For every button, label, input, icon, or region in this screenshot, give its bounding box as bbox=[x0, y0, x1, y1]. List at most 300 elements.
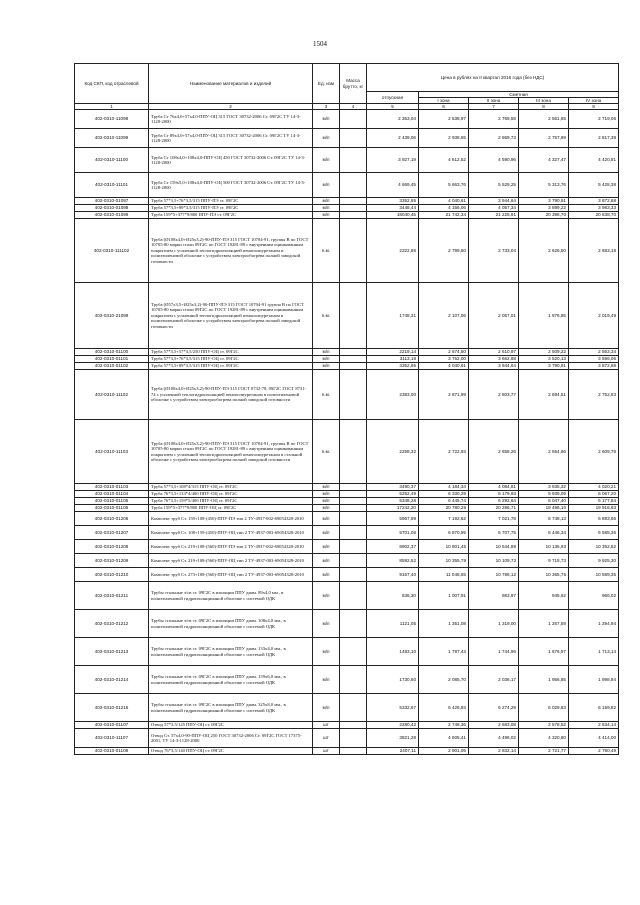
row-zone-1-price: 6 330,29 bbox=[419, 491, 469, 498]
row-zone-2-price: 1 319,00 bbox=[469, 610, 519, 638]
price-table bbox=[74, 63, 619, 755]
header-mass: Масса брутто, кг bbox=[340, 64, 367, 104]
row-zone-2-price: 2 036,17 bbox=[469, 666, 519, 694]
row-zone-4-price: 6 177,84 bbox=[569, 498, 619, 505]
row-zone-4-price: 6 159,82 bbox=[569, 694, 619, 722]
row-zone-3-price: 945,62 bbox=[519, 582, 569, 610]
row-zone-2-price: 2 832,14 bbox=[469, 748, 519, 755]
table-row bbox=[75, 356, 619, 363]
row-mass bbox=[340, 568, 367, 582]
row-mass bbox=[340, 722, 367, 729]
row-zone-3-price: 6 029,83 bbox=[519, 694, 569, 722]
row-zone-3-price: 2 554,66 bbox=[519, 420, 569, 484]
row-mass bbox=[340, 498, 367, 505]
row-code: 402-0310-11103 bbox=[75, 420, 149, 484]
header-unit: Ед. изм bbox=[313, 64, 340, 104]
row-release-price: 3352,65 bbox=[367, 363, 419, 370]
row-zone-4-price: 4 414,00 bbox=[569, 729, 619, 748]
row-zone-1-price: 1 351,08 bbox=[419, 610, 469, 638]
row-name: Комплект труб Ст. 108+159-(450)-ППУ-ОЦ тип 2 ТУ-4937-003-69054328-2010 bbox=[149, 526, 313, 540]
row-zone-2-price: 10 109,73 bbox=[469, 554, 519, 568]
table-row bbox=[75, 694, 619, 722]
row-zone-2-price: 21 225,91 bbox=[469, 212, 519, 219]
row-mass bbox=[340, 610, 367, 638]
row-name: Труба Ст 89х4,0+57х4,0-ППУ-ОЦ 315 ГОСТ 30732-2006 Ст. 09Г2С ТУ 14-3-1128-2000 bbox=[149, 129, 313, 148]
row-name: Комплект труб Ст. 273+108-(560)-ППУ-ОЦ тип 2 ТУ-4937-003-69054328-2010 bbox=[149, 568, 313, 582]
row-zone-4-price: 6 585,36 bbox=[569, 526, 619, 540]
row-unit: п.м. bbox=[313, 420, 340, 484]
row-zone-2-price: 2 683,08 bbox=[469, 722, 519, 729]
row-release-price: 3821,28 bbox=[367, 729, 419, 748]
row-zone-3-price: 4 327,47 bbox=[519, 148, 569, 173]
table-row bbox=[75, 363, 619, 370]
row-release-price: 5332,67 bbox=[367, 694, 419, 722]
row-zone-1-price: 11 048,55 bbox=[419, 568, 469, 582]
table-row bbox=[75, 129, 619, 148]
row-unit: м/п bbox=[313, 148, 340, 173]
row-name: Труба 57*3,5+108*4/315 ППУ-ОЦ ст. 09Г2С bbox=[149, 484, 313, 491]
row-release-price: 2280,42 bbox=[367, 722, 419, 729]
row-name: Трубы стальные э/св ст. 09Г2С в изоляции ППУ диам. 89х4,0 мм., в полиэтиленовой гидроизоляционной оболочке с системой ОДК bbox=[149, 582, 313, 610]
table-row bbox=[75, 729, 619, 748]
table-row bbox=[75, 370, 619, 420]
row-zone-4-price: 2 563,34 bbox=[569, 349, 619, 356]
table-row bbox=[75, 484, 619, 491]
row-code: 402-0310-01210 bbox=[75, 568, 149, 582]
row-mass bbox=[340, 110, 367, 129]
row-code: 402-0310-01100 bbox=[75, 349, 149, 356]
row-release-price: 5348,28 bbox=[367, 498, 419, 505]
row-name: Труба 57*3,5+57*3,5/250 ППУ-ОЦ ст. 09Г2С bbox=[149, 349, 313, 356]
row-release-price: 5252,49 bbox=[367, 491, 419, 498]
table-row bbox=[75, 148, 619, 173]
row-mass bbox=[340, 554, 367, 568]
row-name: Труба Ст 76х4,0+57х4,0-ППУ-ОЦ 315 ГОСТ 30732-2006 Ст. 09Г2С ТУ 14-3-1128-2000 bbox=[149, 110, 313, 129]
row-mass bbox=[340, 729, 367, 748]
row-mass bbox=[340, 540, 367, 554]
row-release-price: 2258,32 bbox=[367, 420, 419, 484]
row-release-price: 2 353,04 bbox=[367, 110, 419, 129]
row-mass bbox=[340, 505, 367, 512]
row-unit: м/п bbox=[313, 610, 340, 638]
row-zone-4-price: 3 596,06 bbox=[569, 356, 619, 363]
row-release-price: 1748,31 bbox=[367, 283, 419, 349]
row-name: Комплект труб Ст. 219+108-(560)-ППУ-ПЭ тип 2 ТУ-4937-002-69054328-2010 bbox=[149, 540, 313, 554]
row-code: 402-0310-11100 bbox=[75, 148, 149, 173]
row-zone-4-price: 1 294,94 bbox=[569, 610, 619, 638]
row-zone-3-price: 3 899,22 bbox=[519, 205, 569, 212]
table-row bbox=[75, 748, 619, 755]
table-row bbox=[75, 219, 619, 283]
column-number: 3 bbox=[313, 104, 340, 110]
row-code: 402-0310-01099 bbox=[75, 212, 149, 219]
row-zone-4-price: 10 352,52 bbox=[569, 540, 619, 554]
row-unit: м/п bbox=[313, 173, 340, 198]
row-name: Труба 57*3,5+89*3,5/315 ППУ-ПЭ ст. 09Г2С bbox=[149, 205, 313, 212]
row-mass bbox=[340, 129, 367, 148]
row-name: Комплект труб Ст. 159+108-(450)-ППУ-ПЭ тип 2 ТУ-4937-002-69054328-2010 bbox=[149, 512, 313, 526]
row-code: 402-0310-01102 bbox=[75, 363, 149, 370]
row-mass bbox=[340, 283, 367, 349]
row-zone-1-price: 2 901,05 bbox=[419, 748, 469, 755]
row-code: 402-0310-01211 bbox=[75, 582, 149, 610]
row-unit: м/п bbox=[313, 638, 340, 666]
row-release-price: 3448,44 bbox=[367, 205, 419, 212]
row-release-price: 2407,11 bbox=[367, 748, 419, 755]
row-name: Трубы стальные э/св ст. 09Г2С в изоляции ППУ диам. 159х6,0 мм., в полиэтиленовой гидроизоляционной оболочке с системой ОДК bbox=[149, 666, 313, 694]
header-zone-2: II зона bbox=[469, 98, 519, 104]
header-estimate-price: Сметная bbox=[419, 92, 619, 98]
row-unit: м/п bbox=[313, 484, 340, 491]
row-code: 402-0310-11102 bbox=[75, 370, 149, 420]
row-release-price: 1730,60 bbox=[367, 666, 419, 694]
row-release-price: 3490,37 bbox=[367, 484, 419, 491]
row-release-price: 9167,40 bbox=[367, 568, 419, 582]
row-mass bbox=[340, 694, 367, 722]
header-zone-1: I зона bbox=[419, 98, 469, 104]
page-number: 1504 bbox=[313, 40, 327, 48]
row-release-price: 1483,10 bbox=[367, 638, 419, 666]
table-body bbox=[75, 110, 619, 755]
row-mass bbox=[340, 212, 367, 219]
row-code: 402-0310-01208 bbox=[75, 540, 149, 554]
row-zone-1-price: 3 752,00 bbox=[419, 356, 469, 363]
row-zone-4-price: 19 916,63 bbox=[569, 505, 619, 512]
row-name: Трубы стальные э/св ст. 09Г2С в изоляции ППУ диам. 325х8,0 мм., в полиэтиленовой гидроизоляционной оболочке с системой ОДК bbox=[149, 694, 313, 722]
row-release-price: 3113,18 bbox=[367, 356, 419, 363]
row-unit: шт bbox=[313, 722, 340, 729]
column-number: 9 bbox=[569, 104, 619, 110]
row-unit: м/п bbox=[313, 582, 340, 610]
row-unit: шт bbox=[313, 748, 340, 755]
row-code: 402-0310-11098 bbox=[75, 110, 149, 129]
row-code: 402-0310-01215 bbox=[75, 694, 149, 722]
row-zone-3-price: 6 047,40 bbox=[519, 498, 569, 505]
row-zone-4-price: 3 872,68 bbox=[569, 198, 619, 205]
row-mass bbox=[340, 748, 367, 755]
row-zone-3-price: 2 626,50 bbox=[519, 219, 569, 283]
table-row bbox=[75, 349, 619, 356]
row-unit: шт bbox=[313, 729, 340, 748]
row-mass bbox=[340, 582, 367, 610]
row-zone-2-price: 4 496,02 bbox=[469, 729, 519, 748]
row-zone-2-price: 1 744,96 bbox=[469, 638, 519, 666]
row-unit: м/п bbox=[313, 512, 340, 526]
row-zone-4-price: 2 780,49 bbox=[569, 748, 619, 755]
row-unit: м/п bbox=[313, 554, 340, 568]
row-unit: м/п bbox=[313, 363, 340, 370]
row-zone-1-price: 6 870,95 bbox=[419, 526, 469, 540]
table-row bbox=[75, 568, 619, 582]
table-row bbox=[75, 512, 619, 526]
row-zone-4-price: 1 713,14 bbox=[569, 638, 619, 666]
row-zone-4-price: 1 998,94 bbox=[569, 666, 619, 694]
row-name: Труба (Ø108х4,0+Ø25х3,2)-90-ППУ-ПЭ 315 ГОСТ 8732-78, 09Г2С ГОСТ 8731-74 с усиленной теплогидроизоляцией пенополиуретаном в полиэтиленовой оболочке с устройством электрообогрева полной заводской готовности bbox=[149, 370, 313, 420]
row-code: 402-0310-01107 bbox=[75, 722, 149, 729]
row-release-price: 5701,06 bbox=[367, 526, 419, 540]
row-mass bbox=[340, 526, 367, 540]
row-release-price: 8902,37 bbox=[367, 540, 419, 554]
row-zone-4-price: 4 420,81 bbox=[569, 148, 619, 173]
table-row bbox=[75, 205, 619, 212]
row-zone-2-price: 4 084,81 bbox=[469, 484, 519, 491]
row-mass bbox=[340, 484, 367, 491]
row-zone-2-price: 6 292,64 bbox=[469, 498, 519, 505]
row-zone-3-price: 10 365,76 bbox=[519, 568, 569, 582]
row-zone-2-price: 2 610,97 bbox=[469, 349, 519, 356]
row-unit: м/п bbox=[313, 540, 340, 554]
row-name: Трубы стальные э/св ст. 09Г2С в изоляции ППУ диам. 133х4,0 мм., в полиэтиленовой гидроизоляционной оболочке с системой ОДК bbox=[149, 638, 313, 666]
row-code: 402-0310-11107 bbox=[75, 729, 149, 748]
header-zone-3: III зона bbox=[519, 98, 569, 104]
row-code: 402-0310-01105 bbox=[75, 498, 149, 505]
column-number: 1 bbox=[75, 104, 149, 110]
table-row bbox=[75, 554, 619, 568]
row-zone-4-price: 2 609,76 bbox=[569, 420, 619, 484]
table-row bbox=[75, 110, 619, 129]
row-release-price: 3352,65 bbox=[367, 198, 419, 205]
row-name: Труба 76*3,5+133*4/400 ППУ-ОЦ ст. 09Г2С bbox=[149, 491, 313, 498]
row-zone-2-price: 3 944,64 bbox=[469, 363, 519, 370]
row-code: 402-0310-01212 bbox=[75, 610, 149, 638]
row-zone-4-price: 3 872,68 bbox=[569, 363, 619, 370]
row-zone-4-price: 4 020,21 bbox=[569, 484, 619, 491]
row-zone-3-price: 5 939,09 bbox=[519, 491, 569, 498]
row-release-price: 2383,00 bbox=[367, 370, 419, 420]
row-zone-2-price: 4 057,34 bbox=[469, 205, 519, 212]
row-unit: м/п bbox=[313, 666, 340, 694]
row-zone-2-price: 2 733,04 bbox=[469, 219, 519, 283]
table-row bbox=[75, 610, 619, 638]
table-row bbox=[75, 722, 619, 729]
row-zone-3-price: 6 748,13 bbox=[519, 512, 569, 526]
row-release-price: 3 927,19 bbox=[367, 148, 419, 173]
row-zone-2-price: 2 803,77 bbox=[469, 370, 519, 420]
row-zone-4-price: 20 838,70 bbox=[569, 212, 619, 219]
row-mass bbox=[340, 491, 367, 498]
table-row bbox=[75, 498, 619, 505]
row-mass bbox=[340, 512, 367, 526]
row-zone-3-price: 19 496,10 bbox=[519, 505, 569, 512]
row-zone-3-price: 9 715,73 bbox=[519, 554, 569, 568]
row-mass bbox=[340, 198, 367, 205]
row-release-price: 5967,99 bbox=[367, 512, 419, 526]
row-name: Трубы стальные э/св ст. 09Г2С в изоляции ППУ диам. 108х4,0 мм., в полиэтиленовой гидроизоляционной оболочке с системой ОДК bbox=[149, 610, 313, 638]
row-zone-2-price: 6 179,93 bbox=[469, 491, 519, 498]
row-unit: м/п bbox=[313, 356, 340, 363]
row-zone-4-price: 5 428,38 bbox=[569, 173, 619, 198]
row-zone-3-price: 1 676,97 bbox=[519, 638, 569, 666]
row-zone-3-price: 3 935,32 bbox=[519, 484, 569, 491]
row-mass bbox=[340, 148, 367, 173]
header-release-price: отпускная bbox=[367, 92, 419, 104]
column-number: 2 bbox=[149, 104, 313, 110]
column-number: 5 bbox=[367, 104, 419, 110]
row-name: Труба (Ø108х4,0+Ø25х3,2)-90-ППУ-ПЭ 315 ГОСТ 10704-91, группы В по ГОСТ 10705-80 марки стали 09Г2С по ГОСТ 19281-89 с внутренним оцинкованным покрытием с усиленной теплогидроизоляцией пенополиуретаном и полиэтиленовой оболочке с устройством электрообогрева полной заводской готовности bbox=[149, 219, 313, 283]
row-unit: м/п bbox=[313, 491, 340, 498]
row-name: Труба 159*5+377*9/800 ППУ-ПЭ ст. 09Г2С bbox=[149, 212, 313, 219]
row-name: Труба (Ø57х3,5+Ø25х3,2)-90-ППУ-ПЭ 315 ГОСТ 10704-91 группа В по ГОСТ 10705-80 марки стали 09Г2С по ГОСТ 19281-89 с внутренним оцинкованным покрытием с усиленной теплогидроизоляцией пенополиуретаном в полиэтиленовой оболочке с устройством электрообогрева полной заводской готовности bbox=[149, 283, 313, 349]
row-unit: п.м. bbox=[313, 283, 340, 349]
row-zone-1-price: 1 787,43 bbox=[419, 638, 469, 666]
row-code: 402-0310-21099 bbox=[75, 283, 149, 349]
row-code: 402-0310-01108 bbox=[75, 748, 149, 755]
row-zone-1-price: 2 871,99 bbox=[419, 370, 469, 420]
row-zone-3-price: 2 757,89 bbox=[519, 129, 569, 148]
row-name: Труба 57*3,5+76*3,5/315 ППУ-ПЭ ст. 09Г2С bbox=[149, 198, 313, 205]
row-zone-1-price: 7 192,62 bbox=[419, 512, 469, 526]
row-zone-2-price: 20 286,71 bbox=[469, 505, 519, 512]
header-name: Наименование материалов и изделий bbox=[149, 64, 313, 104]
row-release-price: 18040,45 bbox=[367, 212, 419, 219]
header-zone-4: IV зона bbox=[569, 98, 619, 104]
row-zone-2-price: 2 658,26 bbox=[469, 420, 519, 484]
row-unit: п.м. bbox=[313, 219, 340, 283]
row-zone-1-price: 5 663,76 bbox=[419, 173, 469, 198]
row-mass bbox=[340, 349, 367, 356]
row-code: 402-0310-11101 bbox=[75, 173, 149, 198]
row-mass bbox=[340, 638, 367, 666]
row-zone-4-price: 9 925,30 bbox=[569, 554, 619, 568]
column-number: 7 bbox=[469, 104, 519, 110]
row-zone-3-price: 2 694,51 bbox=[519, 370, 569, 420]
row-zone-2-price: 6 707,75 bbox=[469, 526, 519, 540]
row-zone-1-price: 4 184,34 bbox=[419, 484, 469, 491]
row-unit: м/п bbox=[313, 349, 340, 356]
row-release-price: 836,30 bbox=[367, 582, 419, 610]
table-row bbox=[75, 505, 619, 512]
row-zone-1-price: 2 799,50 bbox=[419, 219, 469, 283]
row-code: 402-0310-01207 bbox=[75, 526, 149, 540]
table-row bbox=[75, 638, 619, 666]
table-row bbox=[75, 212, 619, 219]
row-name: Труба 76*3,5+159*5/400 ППУ-ОЦ ст. 09Г2С bbox=[149, 498, 313, 505]
row-zone-2-price: 3 662,88 bbox=[469, 356, 519, 363]
row-unit: м/п bbox=[313, 568, 340, 582]
row-mass bbox=[340, 356, 367, 363]
row-zone-1-price: 4 605,41 bbox=[419, 729, 469, 748]
row-release-price: 2322,86 bbox=[367, 219, 419, 283]
row-mass bbox=[340, 666, 367, 694]
table-row bbox=[75, 283, 619, 349]
row-zone-1-price: 2 085,70 bbox=[419, 666, 469, 694]
row-zone-1-price: 20 780,29 bbox=[419, 505, 469, 512]
row-zone-3-price: 1 267,59 bbox=[519, 610, 569, 638]
row-zone-1-price: 10 801,45 bbox=[419, 540, 469, 554]
column-number: 8 bbox=[519, 104, 569, 110]
row-zone-3-price: 3 790,91 bbox=[519, 198, 569, 205]
row-zone-4-price: 966,02 bbox=[569, 582, 619, 610]
column-number: 4 bbox=[340, 104, 367, 110]
row-zone-3-price: 2 509,22 bbox=[519, 349, 569, 356]
row-zone-1-price: 4 040,61 bbox=[419, 363, 469, 370]
row-code: 402-0310-01101 bbox=[75, 356, 149, 363]
row-zone-3-price: 4 320,80 bbox=[519, 729, 569, 748]
row-zone-2-price: 2 057,01 bbox=[469, 283, 519, 349]
row-code: 402-0310-111102 bbox=[75, 219, 149, 283]
row-code: 402-0310-01103 bbox=[75, 484, 149, 491]
row-code: 402-0310-01209 bbox=[75, 554, 149, 568]
row-zone-3-price: 1 956,85 bbox=[519, 666, 569, 694]
row-unit: м/п bbox=[313, 694, 340, 722]
row-zone-3-price: 5 313,76 bbox=[519, 173, 569, 198]
row-zone-1-price: 2 674,50 bbox=[419, 349, 469, 356]
row-zone-1-price: 6 445,74 bbox=[419, 498, 469, 505]
row-unit: м/п bbox=[313, 110, 340, 129]
row-zone-3-price: 20 398,70 bbox=[519, 212, 569, 219]
row-zone-1-price: 2 748,36 bbox=[419, 722, 469, 729]
row-release-price: 1121,05 bbox=[367, 610, 419, 638]
row-zone-3-price: 2 578,52 bbox=[519, 722, 569, 729]
table-row bbox=[75, 526, 619, 540]
row-mass bbox=[340, 205, 367, 212]
table-row bbox=[75, 198, 619, 205]
row-zone-3-price: 2 721,77 bbox=[519, 748, 569, 755]
table-row bbox=[75, 173, 619, 198]
row-mass bbox=[340, 420, 367, 484]
header-price-group: Цена в рублях на II квартал 2016 года (без НДС) bbox=[367, 64, 619, 92]
row-zone-1-price: 1 007,91 bbox=[419, 582, 469, 610]
row-code: 402-0310-01104 bbox=[75, 491, 149, 498]
row-name: Труба 57*3,5+76*3,5/315 ППУ-ОЦ ст. 09Г2С bbox=[149, 356, 313, 363]
row-name: Труба 57*3,5+89*3,5/315 ППУ-ОЦ ст. 09Г2С bbox=[149, 363, 313, 370]
row-code: 402-0310-01214 bbox=[75, 666, 149, 694]
row-zone-2-price: 10 544,89 bbox=[469, 540, 519, 554]
row-zone-4-price: 2 683,18 bbox=[569, 219, 619, 283]
row-name: Труба (Ø108х4,0+Ø25х3,2)-90-ППУ-ПЭ 315 ГОСТ 10704-91, группы В по ГОСТ 10705-80 марки стали 09Г2С по ГОСТ 19281-89 с внутренним оцинкованным покрытием с усиленной теплогидроизоляцией пенополиуретаном в стальной оболочке с устройством электрообогрева полной заводской готовности bbox=[149, 420, 313, 484]
row-code: 402-0310-01106 bbox=[75, 505, 149, 512]
row-zone-1-price: 2 938,65 bbox=[419, 129, 469, 148]
row-zone-1-price: 2 722,93 bbox=[419, 420, 469, 484]
row-zone-1-price: 10 355,79 bbox=[419, 554, 469, 568]
row-zone-4-price: 10 589,35 bbox=[569, 568, 619, 582]
row-unit: м/п bbox=[313, 205, 340, 212]
table-row bbox=[75, 420, 619, 484]
table-row bbox=[75, 491, 619, 498]
row-name: Отвод 57*3,5/125 ППУ-ОЦ ст. 09Г2С bbox=[149, 722, 313, 729]
row-zone-3-price: 2 561,65 bbox=[519, 110, 569, 129]
row-zone-1-price: 4 156,06 bbox=[419, 205, 469, 212]
row-zone-1-price: 21 742,34 bbox=[419, 212, 469, 219]
row-unit: м/п bbox=[313, 526, 340, 540]
row-code: 402-0310-01097 bbox=[75, 198, 149, 205]
row-zone-3-price: 6 446,34 bbox=[519, 526, 569, 540]
row-mass bbox=[340, 219, 367, 283]
row-release-price: 2 439,06 bbox=[367, 129, 419, 148]
row-zone-3-price: 3 520,13 bbox=[519, 356, 569, 363]
row-unit: м/п bbox=[313, 129, 340, 148]
row-name: Отвод 76*3,5/140 ППУ-ОЦ ст. 09Г2С bbox=[149, 748, 313, 755]
row-release-price: 2219,14 bbox=[367, 349, 419, 356]
table-row bbox=[75, 540, 619, 554]
row-zone-2-price: 3 944,64 bbox=[469, 198, 519, 205]
row-unit: м/п bbox=[313, 198, 340, 205]
row-code: 402-0310-01213 bbox=[75, 638, 149, 666]
column-number: 6 bbox=[419, 104, 469, 110]
row-zone-4-price: 6 893,66 bbox=[569, 512, 619, 526]
table-row bbox=[75, 582, 619, 610]
row-release-price: 4 669,45 bbox=[367, 173, 419, 198]
row-zone-1-price: 4 040,61 bbox=[419, 198, 469, 205]
row-unit: м/п bbox=[313, 505, 340, 512]
row-zone-1-price: 2 107,06 bbox=[419, 283, 469, 349]
row-zone-4-price: 2 019,49 bbox=[569, 283, 619, 349]
row-zone-4-price: 3 983,33 bbox=[569, 205, 619, 212]
row-name: Отвод Ст. 57х4,0-90-ППУ-ОЦ 250 ГОСТ 30732-2006 Ст. 09Г2С ГОСТ 17375-2001, ТУ 14-3-1128-2000 bbox=[149, 729, 313, 748]
row-zone-2-price: 2 769,58 bbox=[469, 110, 519, 129]
row-zone-4-price: 2 817,39 bbox=[569, 129, 619, 148]
row-zone-3-price: 3 790,91 bbox=[519, 363, 569, 370]
